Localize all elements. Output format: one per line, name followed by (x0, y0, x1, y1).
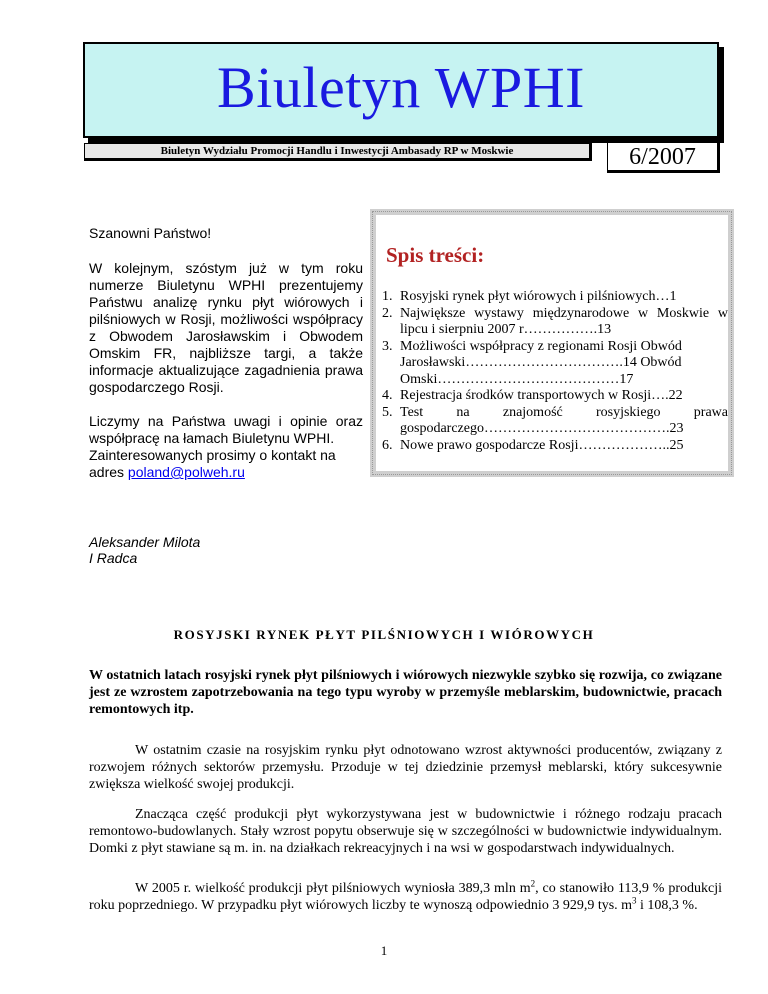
paragraph-text: W 2005 r. wielkość produkcji płyt pilśniowych wyniosła 389,3 mln m (135, 881, 531, 896)
toc-item-text: Nowe prawo gospodarcze Rosji………………..25 (400, 437, 684, 453)
spacer (89, 396, 363, 413)
address-prefix: adres (89, 464, 128, 480)
toc-item[interactable] (380, 306, 728, 339)
author-signature (89, 534, 200, 566)
toc-item[interactable] (380, 438, 728, 455)
intro-letter (89, 225, 363, 481)
toc-item-number: 2. (382, 305, 393, 321)
toc-item-number: 6. (382, 437, 393, 453)
paragraph-text: i 108,3 %. (636, 898, 698, 913)
superscript: 2 (530, 878, 536, 889)
author-name: Aleksander Milota (89, 534, 201, 550)
contact-address (89, 464, 363, 481)
toc-item-text: Największe wystawy międzynarodowe w Moskwie w lipcu i sierpniu 2007 r…………….13 (400, 305, 728, 337)
contact-paragraph: Zainteresowanych prosimy o kontakt na (89, 447, 336, 463)
toc-item[interactable] (380, 339, 728, 389)
greeting: Szanowni Państwo! (89, 225, 212, 241)
toc-item[interactable] (380, 289, 728, 306)
newsletter-title: Biuletyn WPHI (217, 55, 585, 120)
toc-item-number: 5. (382, 404, 393, 420)
toc-item-number: 4. (382, 388, 393, 403)
table-of-contents (370, 209, 734, 477)
intro-paragraph: W kolejnym, szóstym już w tym roku numerze Biuletynu WPHI prezentujemy Państwu analizę rynku płyt wiórowych i pilśniowych w Rosji, możliwości współpracy z Obwodem Jarosławskim i Obwodem Omskim FR, najbliższe targi, a także informacje aktualizujące zagadnienia prawa gospodarczego Rosji. (89, 260, 363, 395)
page-number: 1 (380, 943, 388, 958)
toc-list (380, 289, 728, 454)
paragraph-text: , co stanowiło 113,9 % produkcji roku poprzedniego. W przypadku płyt wiórowych liczby te wynoszą odpowiednio 3 929,9 tys. m (89, 881, 723, 913)
toc-item-text: Możliwości współpracy z regionami Rosji Obwód Jarosławski…………………………….14 Obwód Omski…………………………………17 (400, 338, 682, 387)
toc-item-text: Test na znajomość rosyjskiego prawa gospodarczego………………………………….23 (400, 404, 728, 436)
toc-item[interactable] (380, 405, 728, 438)
spacer (89, 242, 363, 260)
masthead (83, 42, 719, 138)
article-paragraph: W ostatnim czasie na rosyjskim rynku płyt odnotowano wzrost aktywności producentów, związany z rozwojem różnych sektorów przemysłu. Przoduje w tej dziedzinie przemysł meblarski, który sukcesywnie zwiększa wielkość swojej produkcji. (89, 743, 722, 792)
newsletter-subtitle: Biuletyn Wydziału Promocji Handlu i Inwestycji Ambasady RP w Moskwie (84, 143, 592, 161)
author-position: I Radca (89, 550, 138, 566)
article-paragraph (89, 880, 722, 914)
article-heading: ROSYJSKI RYNEK PŁYT PILŚNIOWYCH I WIÓROWYCH (173, 627, 595, 642)
superscript: 3 (632, 895, 637, 906)
email-link[interactable]: poland@polweh.ru (127, 464, 245, 480)
issue-number: 6/2007 (607, 141, 720, 173)
toc-item[interactable] (380, 388, 728, 405)
toc-item-text: Rejestracja środków transportowych w Rosji….22 (400, 388, 683, 403)
feedback-paragraph: Liczymy na Państwa uwagi i opinie oraz współpracę na łamach Biuletynu WPHI. (89, 413, 363, 446)
toc-item-number: 3. (382, 338, 393, 354)
toc-item-number: 1. (382, 289, 393, 304)
toc-item-text: Rosyjski rynek płyt wiórowych i pilśniowych…1 (400, 289, 677, 304)
article-paragraph: Znacząca część produkcji płyt wykorzystywana jest w budownictwie i różnego rodzaju pracach remontowo-budowlanych. Stały wzrost popytu obserwuje się w szczególności w budownictwie indywidualnym. Domki z płyt stawiane są m. in. na działkach rekreacyjnych i na wsi w gospodarstwach indywidualnych. (89, 807, 722, 856)
article-lead: W ostatnich latach rosyjski rynek płyt pilśniowych i wiórowych niezwykle szybko się rozwija, co związane jest ze wzrostem zapotrzebowania na tego typu wyroby w przemyśle meblarskim, budownictwie, pracach remontowych itp. (89, 668, 722, 717)
toc-title: Spis treści: (386, 243, 485, 267)
